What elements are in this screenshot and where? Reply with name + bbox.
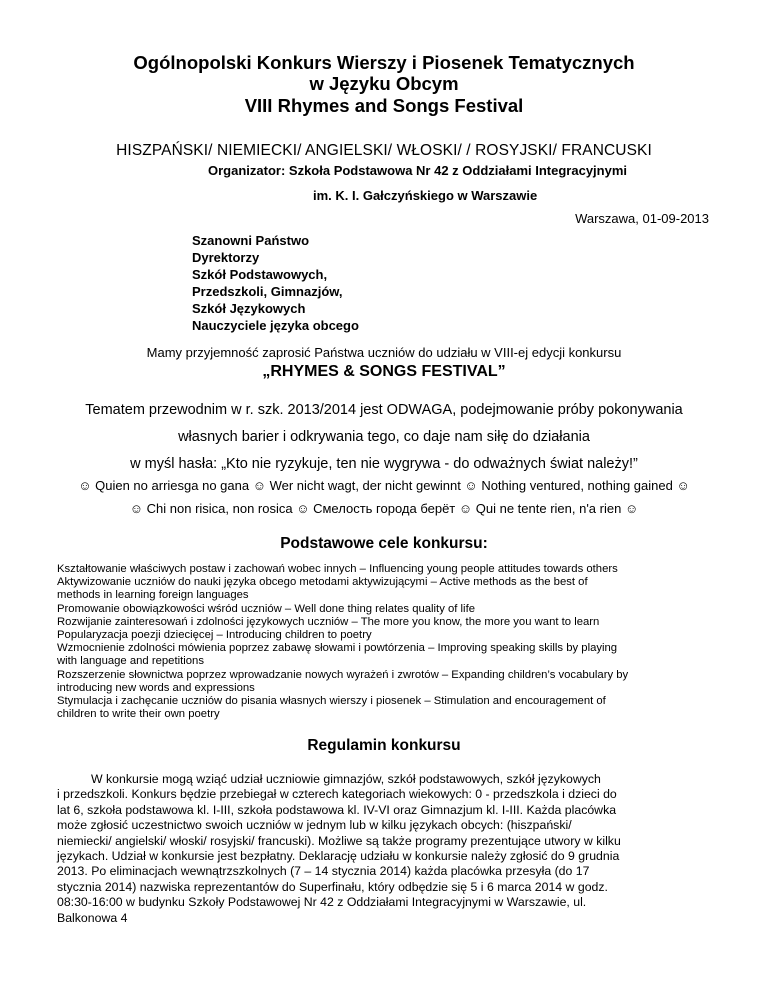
addressee-line: Szkół Językowych [192,301,306,316]
rules-line: i przedszkoli. Konkurs będzie przebiegał w czterech kategoriach wiekowych: 0 - przedszkola i dzieci do [57,787,617,802]
goals-heading: Podstawowe cele konkursu: [280,535,488,552]
rules-line: językach. Udział w konkursie jest bezpłatny. Deklarację udziału w konkursie należy zgłosić do 9 grudnia [57,849,620,864]
proverbs-line1: ☺ Quien no arriesga no gana ☺ Wer nicht wagt, der nicht gewinnt ☺ Nothing ventured, nothing gained ☺ [78,478,690,493]
document-title-line2: w Języku Obcym [309,73,459,94]
rules-line: lat 6, szkoła podstawowa kl. I-III, szkoła podstawowa kl. IV-VI oraz Gimnazjum kl. I-III. Każda placówka [57,802,617,817]
theme-line1: Tematem przewodnim w r. szk. 2013/2014 jest ODWAGA, podejmowanie próby pokonywania [85,402,683,418]
goal-line: Aktywizowanie uczniów do nauki języka obcego metodami aktywizującymi – Active methods as the best of [57,576,588,589]
languages-list: HISZPAŃSKI/ NIEMIECKI/ ANGIELSKI/ WŁOSKI/ / ROSYJSKI/ FRANCUSKI [116,142,652,159]
addressee-line: Nauczyciele języka obcego [192,318,359,333]
rules-line [57,772,717,787]
proverbs-line2: ☺ Chi non risica, non rosica ☺ Смелость города берёт ☺ Qui ne tente rien, n'a rien ☺ [129,501,639,516]
addressee-block [192,232,359,334]
goal-line: introducing new words and expressions [57,681,255,694]
document-title-line1: Ogólnopolski Konkurs Wierszy i Piosenek Tematycznych [133,52,635,73]
goal-line: Kształtowanie właściwych postaw i zachowań wobec innych – Influencing young people attitudes towards others [57,563,618,575]
theme-motto: w myśl hasła: „Kto nie ryzykuje, ten nie wygrywa - do odważnych świat należy!” [130,456,638,472]
invitation-text: Mamy przyjemność zaprosić Państwa uczniów do udziału w VIII-ej edycji konkursu [146,345,622,360]
goal-line: Popularyzacja poezji dziecięcej – Introducing children to poetry [57,629,372,642]
addressee-line: Przedszkoli, Gimnazjów, [192,284,343,299]
goal-line: methods in learning foreign languages [57,589,249,602]
rules-line-text: W konkursie mogą wziąć udział uczniowie gimnazjów, szkół podstawowych, szkół językowych [91,772,601,786]
goal-line: Rozwijanie zainteresowań i zdolności językowych uczniów – The more you know, the more you want to learn [57,615,600,628]
addressee-line: Szanowni Państwo [192,233,310,248]
letter-date: Warszawa, 01-09-2013 [575,211,709,226]
goal-line: Stymulacja i zachęcanie uczniów do pisania własnych wierszy i piosenek – Stimulation and encouragement of [57,695,606,708]
goal-line: with language and repetitions [57,655,204,668]
theme-line2: własnych barier i odkrywania tego, co daje nam siłę do działania [178,429,590,445]
goal-line: Promowanie obowiązkowości wśród uczniów – Well done thing relates quality of life [57,602,475,615]
organizer-line2: im. K. I. Gałczyńskiego w Warszawie [313,188,538,203]
festival-name: „RHYMES & SONGS FESTIVAL” [262,363,506,380]
rules-line: 08:30-16:00 w budynku Szkoły Podstawowej Nr 42 z Oddziałami Integracyjnymi w Warszawie, ul. [57,895,587,910]
rules-line: może zgłosić uczestnictwo swoich uczniów w jednym lub w kilku językach obcych: (hiszpański/ [57,818,572,833]
goals-list [57,563,717,721]
goal-line: Wzmocnienie zdolności mówienia poprzez zabawę słowami i powtórzenia – Improving speaking skills by playing [57,642,618,655]
goal-line: Rozszerzenie słownictwa poprzez wprowadzanie nowych wyrażeń i zwrotów – Expanding children’s vocabulary by [57,668,629,681]
rules-paragraph [57,772,717,926]
addressee-line: Dyrektorzy [192,250,260,265]
organizer-line1: Organizator: Szkoła Podstawowa Nr 42 z Oddziałami Integracyjnymi [208,163,627,178]
rules-line: stycznia 2014) nazwiska reprezentantów do Superfinału, który odbędzie się 5 i 6 marca 2014 w godz. [57,879,608,894]
document-title-line3: VIII Rhymes and Songs Festival [244,95,524,116]
rules-line: 2013. Po eliminacjach wewnątrzszkolnych (7 – 14 stycznia 2014) każda placówka przesyła (do 17 [57,864,590,879]
addressee-line: Szkół Podstawowych, [192,267,328,282]
rules-heading: Regulamin konkursu [307,737,461,754]
goal-line: children to write their own poetry [57,708,220,721]
rules-line: niemiecki/ angielski/ włoski/ rosyjski/ francuski). Możliwe są także programy prezentujące utwory w kilku [57,833,621,848]
rules-line: Balkonowa 4 [57,910,128,925]
